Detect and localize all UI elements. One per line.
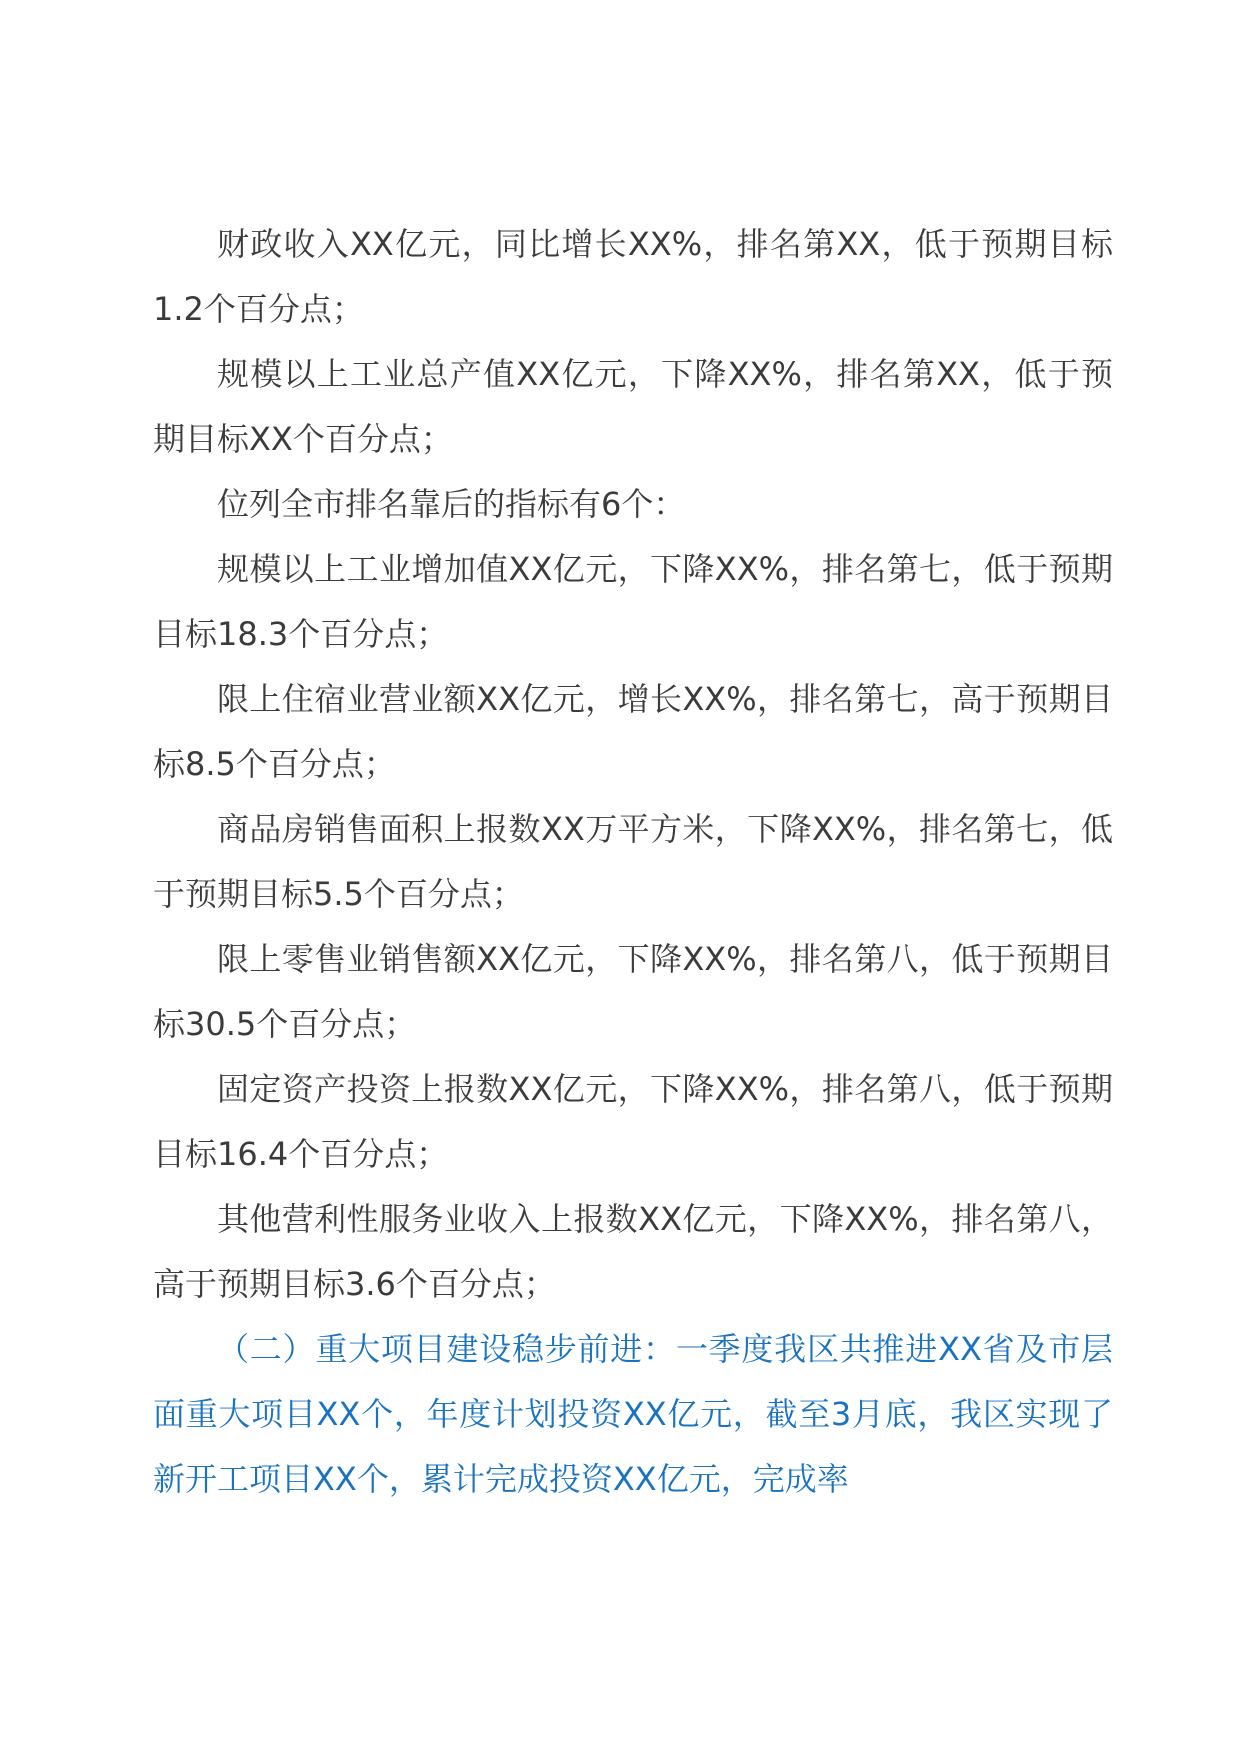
paragraph-housing-sales-area: 商品房销售面积上报数XX万平方米，下降XX%，排名第七，低于预期目标5.5个百分点； xyxy=(153,810,1113,913)
paragraph-lagging-indicators-intro: 位列全市排名靠后的指标有6个： xyxy=(217,485,686,523)
paragraph-retail-sales: 限上零售业销售额XX亿元，下降XX%，排名第八，低于预期目标30.5个百分点； xyxy=(153,940,1113,1043)
document-body xyxy=(153,212,1113,1512)
paragraph-major-projects-heading: （二）重大项目建设稳步前进：一季度我区共推进XX省及市层面重大项目XX个，年度计划投资XX亿元，截至3月底，我区实现了新开工项目XX个，累计完成投资XX亿元，完成率 xyxy=(153,1330,1113,1498)
paragraph-service-revenue: 其他营利性服务业收入上报数XX亿元，下降XX%，排名第八，高于预期目标3.6个百分点； xyxy=(153,1200,1113,1303)
paragraph-fixed-asset-investment: 固定资产投资上报数XX亿元，下降XX%，排名第八，低于预期目标16.4个百分点； xyxy=(153,1070,1113,1173)
paragraph-industrial-added-value: 规模以上工业增加值XX亿元，下降XX%，排名第七，低于预期目标18.3个百分点； xyxy=(153,550,1113,653)
paragraph-industrial-output: 规模以上工业总产值XX亿元，下降XX%，排名第XX，低于预期目标XX个百分点； xyxy=(153,355,1113,458)
paragraph-fiscal-revenue: 财政收入XX亿元，同比增长XX%，排名第XX，低于预期目标1.2个百分点； xyxy=(153,225,1113,328)
paragraph-accommodation-revenue: 限上住宿业营业额XX亿元，增长XX%，排名第七，高于预期目标8.5个百分点； xyxy=(153,680,1113,783)
